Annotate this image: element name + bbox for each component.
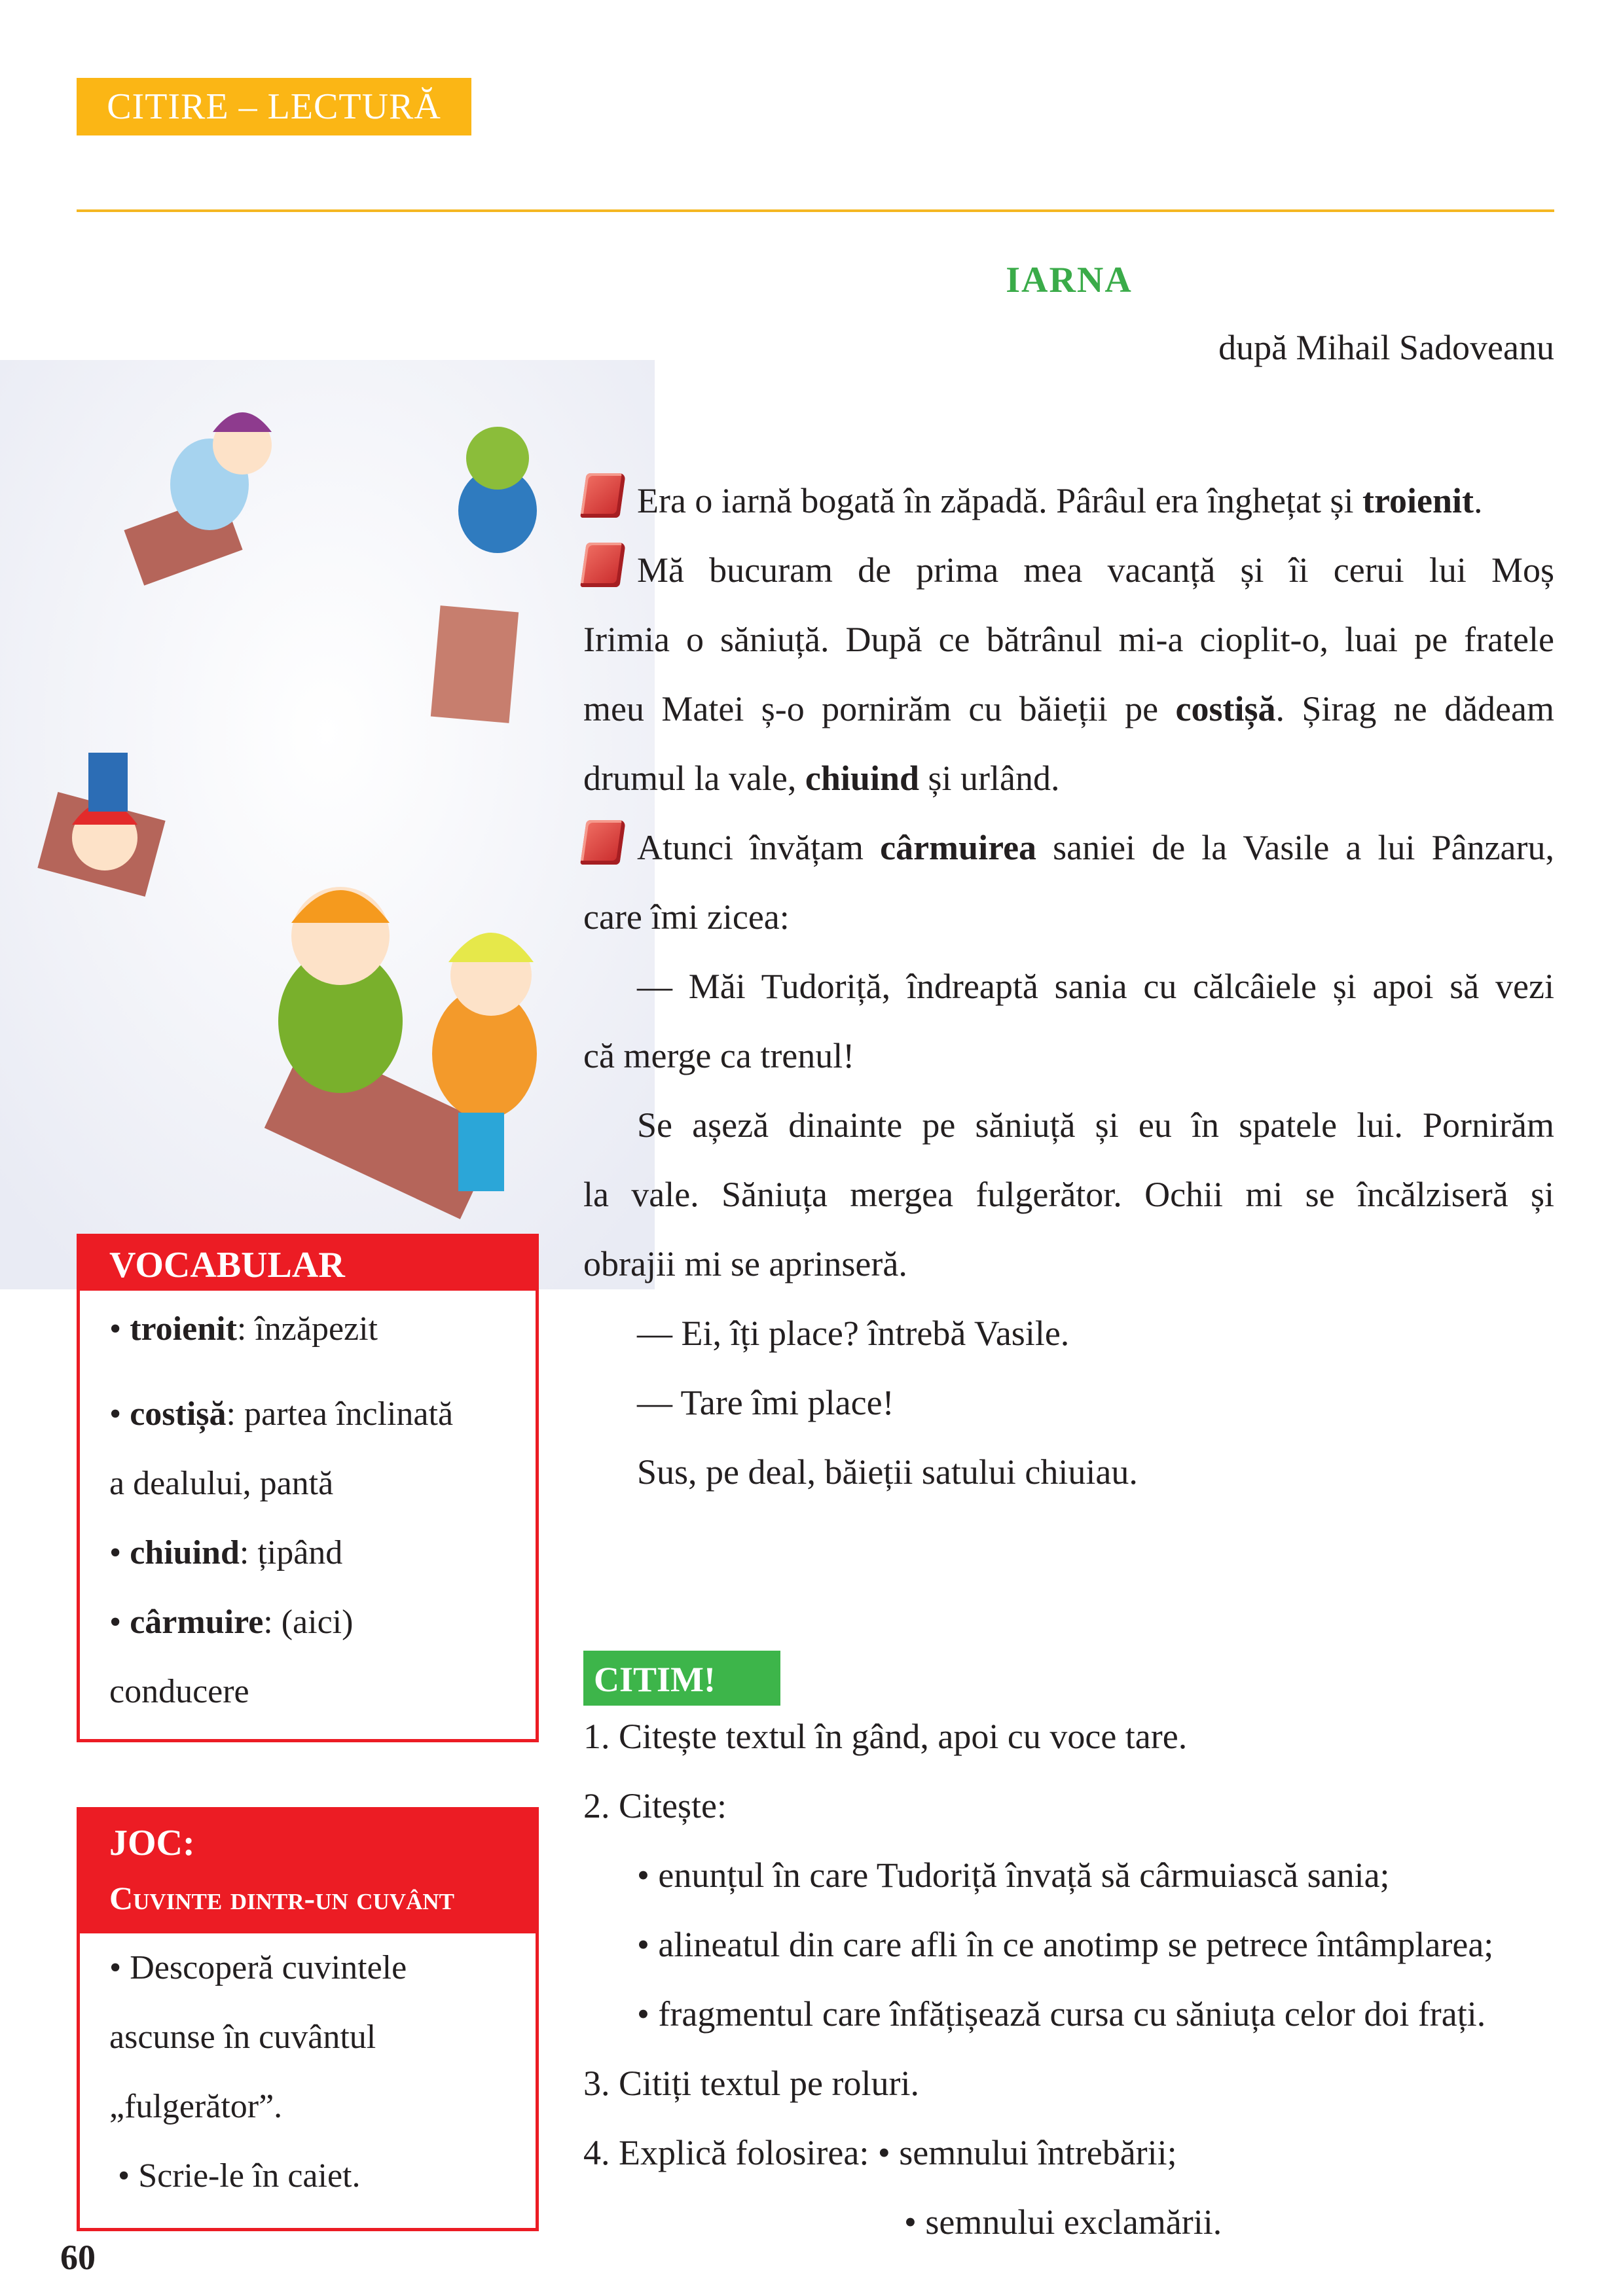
game-instruction-line: ascunse în cuvântul (109, 2018, 376, 2056)
story-author: după Mihail Sadoveanu (1218, 328, 1554, 367)
game-instruction-line: „fulgerător”. (109, 2088, 283, 2125)
task-item: 3. Citiți textul pe roluri. (583, 2064, 919, 2103)
vocabulary-term: costișă (130, 1395, 227, 1433)
vocabulary-entry: conducere (109, 1673, 249, 1710)
vocabulary-title: VOCABULAR (80, 1237, 536, 1291)
game-instruction-line: • Descoperă cuvintele (109, 1949, 407, 1986)
story-text-segment: Irimia o săniuță. După ce bătrânul mi-a cioplit-o, luai pe fratele (583, 620, 1554, 659)
story-line (583, 1299, 1554, 1368)
vocabulary-term: chiuind (130, 1534, 240, 1571)
story-text-segment: meu Matei ș-o pornirăm cu băieții pe (583, 689, 1176, 728)
game-title: JOC: (109, 1823, 195, 1863)
story-line (583, 535, 1554, 605)
story-text-segment: că merge ca trenul! (583, 1036, 855, 1075)
vocabulary-definition: : partea înclinată (226, 1395, 454, 1433)
task-item: • enunțul în care Tudoriță învață să cârmuiască sania; (637, 1856, 1390, 1895)
story-line (583, 744, 1554, 813)
vocabulary-entry: a dealului, pantă (109, 1465, 334, 1502)
story-text-segment: — Măi Tudoriță, îndreaptă sania cu călcâiele și apoi să vezi (637, 967, 1554, 1006)
vocabulary-list (80, 1291, 536, 1727)
vocabulary-term: cârmuire (130, 1604, 264, 1641)
story-line (583, 1368, 1554, 1437)
citim-tasks (583, 1702, 1554, 2257)
vocabulary-word: costișă (1175, 689, 1276, 728)
vocabulary-entry: • troienit: înzăpezit (109, 1310, 378, 1348)
task-item: • fragmentul care înfățișează cursa cu săniuța celor doi frați. (637, 1994, 1486, 2034)
vocabulary-word: chiuind (805, 759, 920, 798)
task-item: 1. Citește textul în gând, apoi cu voce tare. (583, 1717, 1188, 1756)
vocabulary-term: troienit (130, 1310, 237, 1348)
task-item: 4. Explică folosirea: • semnului întrebării; (583, 2133, 1177, 2172)
story-line (583, 1021, 1554, 1090)
story-text-segment: — Ei, îți place? întrebă Vasile. (637, 1314, 1070, 1353)
vocabulary-word: cârmuirea (880, 828, 1037, 867)
vocabulary-entry: • cârmuire: (aici) (109, 1604, 354, 1641)
story-title: IARNA (1006, 260, 1133, 300)
story-line (583, 674, 1554, 744)
story-line (583, 1437, 1554, 1507)
story-text (583, 466, 1554, 1507)
story-line (583, 952, 1554, 1021)
game-subtitle: Cuvinte dintr-un cuvânt (109, 1880, 454, 1916)
game-instructions (80, 1933, 536, 2211)
vocabulary-entry: • chiuind: țipând (109, 1534, 343, 1571)
book-icon (580, 473, 626, 518)
story-line (583, 882, 1554, 952)
vocabulary-definition: : (aici) (263, 1604, 354, 1641)
game-instruction-line: • Scrie-le în caiet. (109, 2157, 361, 2195)
story-text-segment: și urlând. (919, 759, 1060, 798)
story-line (583, 813, 1554, 882)
vocabulary-definition: : înzăpezit (236, 1310, 378, 1348)
story-text-segment: drumul la vale, (583, 759, 805, 798)
story-text-segment: Sus, pe deal, băieții satului chiuiau. (637, 1452, 1138, 1492)
page-number: 60 (60, 2238, 96, 2277)
book-icon (580, 543, 626, 587)
story-text-segment: — Tare îmi place! (637, 1383, 894, 1422)
story-text-segment: Mă bucuram de prima mea vacanță și îi cerui lui Moș (637, 550, 1554, 590)
story-line (583, 1229, 1554, 1299)
book-icon (580, 820, 626, 865)
story-text-segment: Se așeză dinainte pe săniuță și eu în spatele lui. Pornirăm (637, 1105, 1554, 1145)
story-text-segment: care îmi zicea: (583, 897, 790, 937)
story-text-segment: . Șirag ne dădeam (1275, 689, 1554, 728)
citim-badge: CITIM! (583, 1651, 780, 1706)
vocabulary-entry: • costișă: partea înclinată (109, 1395, 454, 1433)
task-item: 2. Citește: (583, 1786, 727, 1825)
game-box (77, 1807, 539, 2231)
story-text-segment: Era o iarnă bogată în zăpadă. Pârâul era înghețat și (637, 481, 1363, 520)
vocabulary-definition: : țipând (239, 1534, 343, 1571)
task-item: • alineatul din care afli în ce anotimp se petrece întâmplarea; (637, 1925, 1494, 1964)
illustration-children-sledding (0, 360, 655, 1289)
story-line (583, 605, 1554, 674)
task-item: • semnului exclamării. (904, 2202, 1222, 2242)
story-text-segment: obrajii mi se aprinseră. (583, 1244, 907, 1283)
story-text-segment: Atunci învățam (637, 828, 881, 867)
story-text-segment: la vale. Săniuța mergea fulgerător. Ochii mi se încălziseră și (583, 1175, 1554, 1214)
header-divider (77, 209, 1554, 212)
story-line (583, 1090, 1554, 1160)
game-header (80, 1810, 536, 1933)
story-text-segment: saniei de la Vasile a lui Pânzaru, (1036, 828, 1555, 867)
vocabulary-box (77, 1234, 539, 1742)
story-line (583, 1160, 1554, 1229)
story-text-segment: . (1473, 481, 1483, 520)
vocabulary-word: troienit (1362, 481, 1474, 520)
section-badge: CITIRE – LECTURĂ (77, 78, 471, 135)
story-line (583, 466, 1554, 535)
